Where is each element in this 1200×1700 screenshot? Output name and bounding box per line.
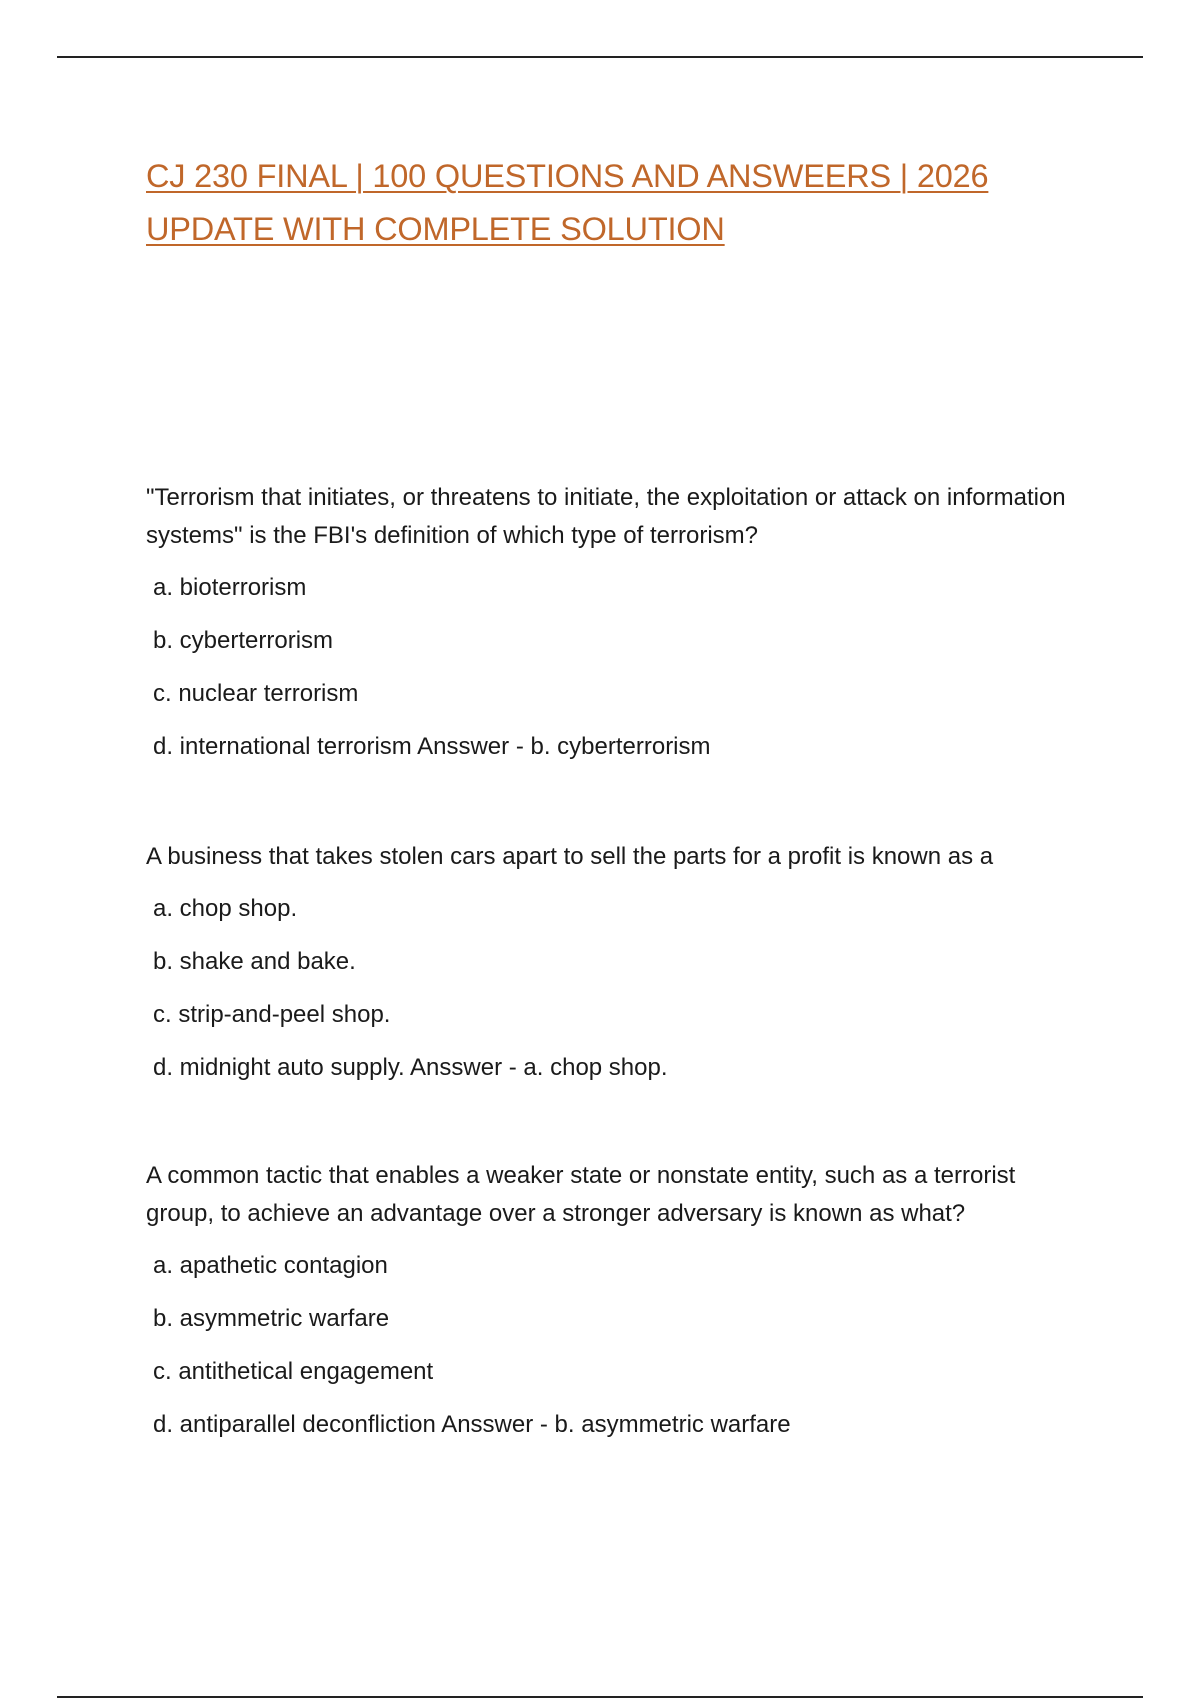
option-c: c. strip-and-peel shop. [153,1001,391,1028]
answer-options [146,569,1076,766]
header-rule [57,56,1143,58]
option-b: b. shake and bake. [153,948,356,975]
option-d-with-answer: d. antiparallel deconfliction Ansswer - b. asymmetric warfare [153,1411,791,1438]
option-a: a. chop shop. [153,895,298,922]
answer-options [146,1247,1076,1444]
question-text: A common tactic that enables a weaker state or nonstate entity, such as a terrorist group, to achieve an advantage over a stronger adversary is known as what? [146,1162,1016,1227]
question-block [146,1157,1076,1444]
option-c: c. nuclear terrorism [153,680,359,707]
option-d-with-answer: d. midnight auto supply. Ansswer - a. chop shop. [153,1054,668,1081]
answer-options [146,890,1076,1087]
option-d-with-answer: d. international terrorism Ansswer - b. cyberterrorism [153,733,711,760]
question-text: A business that takes stolen cars apart to sell the parts for a profit is known as a [146,843,994,870]
option-c: c. antithetical engagement [153,1358,434,1385]
option-a: a. apathetic contagion [153,1252,388,1279]
question-text: "Terrorism that initiates, or threatens to initiate, the exploitation or attack on information systems" is the FBI's definition of which type of terrorism? [146,484,1066,549]
footer-rule [57,1696,1143,1698]
option-b: b. asymmetric warfare [153,1305,390,1332]
option-b: b. cyberterrorism [153,627,334,654]
question-block [146,479,1076,766]
document-title: CJ 230 FINAL | 100 QUESTIONS AND ANSWEERS | 2026 UPDATE WITH COMPLETE SOLUTION [146,158,989,247]
option-a: a. bioterrorism [153,574,307,601]
question-block [146,838,1076,1087]
